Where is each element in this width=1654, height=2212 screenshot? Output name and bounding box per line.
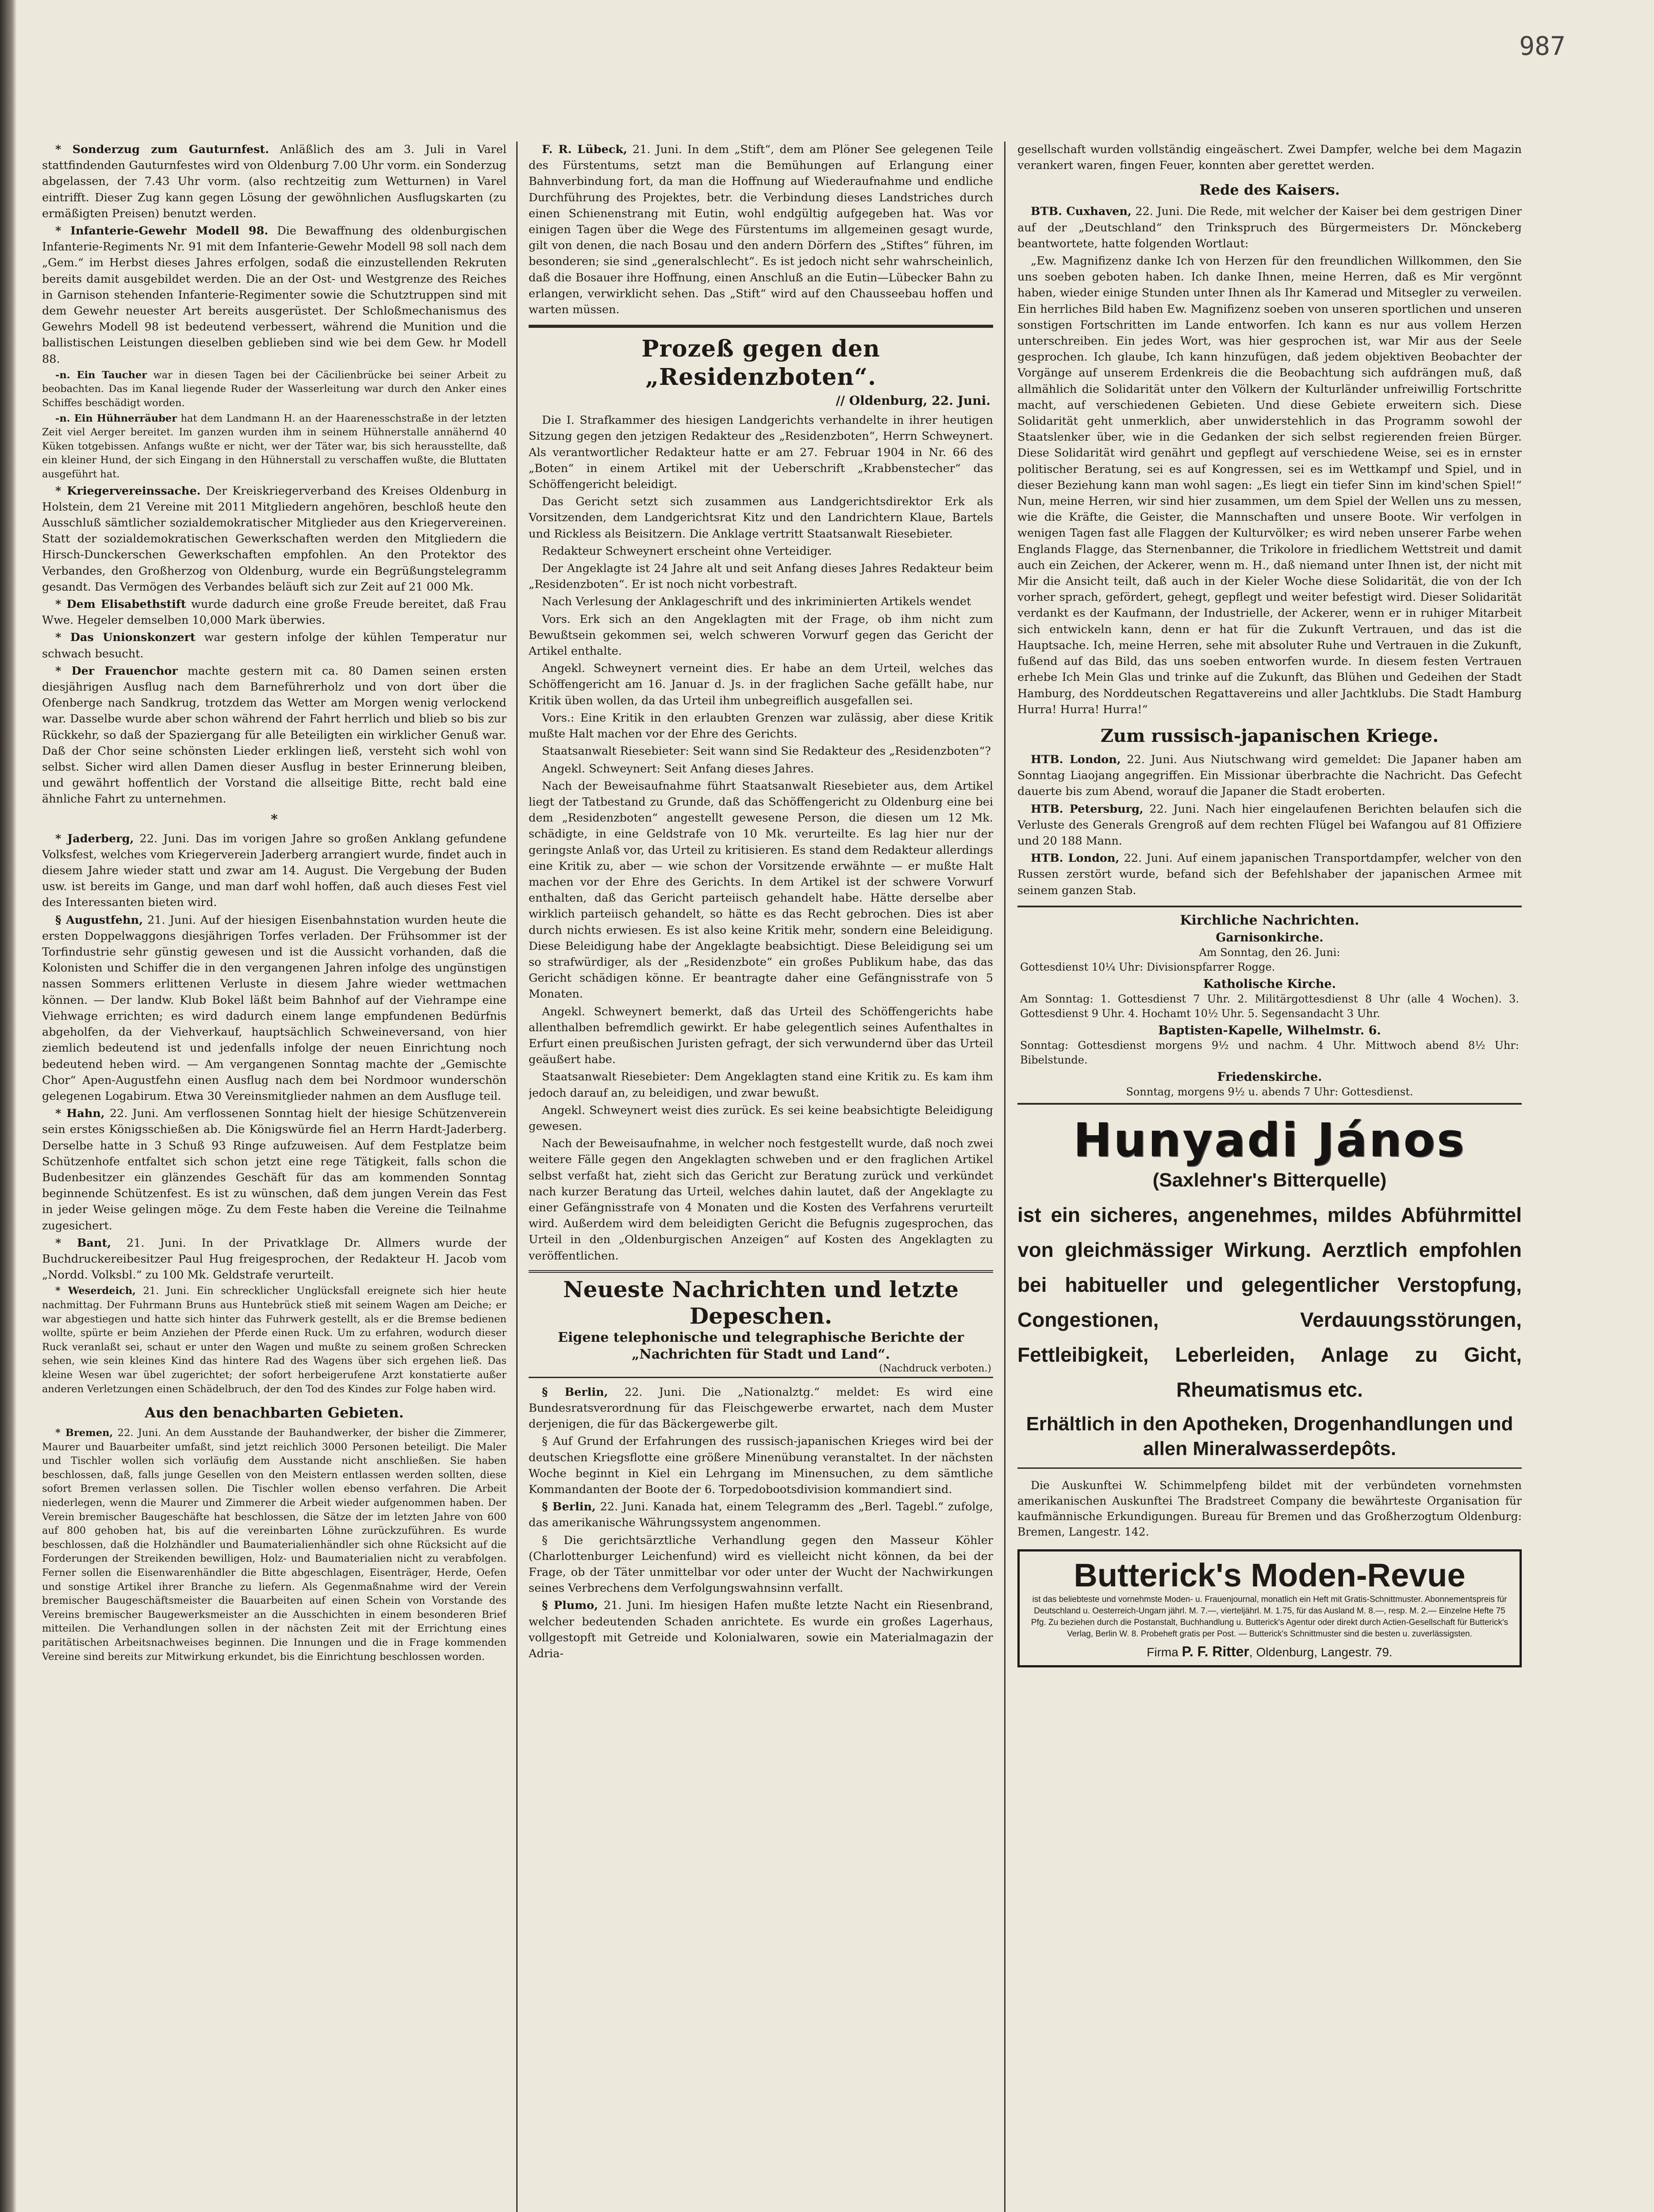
article <box>42 369 507 411</box>
hunyadi-body: ist ein sicheres, angenehmes, mildes Abführmittel von gleichmässiger Wirkung. Aerztlich empfohlen bei habitueller und gelegentlicher Verstopfung, Congestionen, Verdauungsstörungen, Fettleibigkeit, Leberleiden, Anlage zu Gicht, Rheumatismus etc. <box>1017 1203 1522 1401</box>
column-1 <box>42 142 507 2212</box>
article-body: 21. Juni. In der Privatklage Dr. Allmers wurde der Buchdruckereibesitzer Paul Hug freigesprochen, der Redakteur H. Jacob vom „Nordd. Volksbl.“ zu 100 Mk. Geldstrafe verurteilt. <box>42 1236 507 1282</box>
article-body: 21. Juni. Ein schrecklicher Unglücksfall ereignete sich hier heute nachmittag. Der Fuhrmann Bruns aus Huntebrück stieß mit seinem Wagen am Deiche; er war abgestiegen und hatte sich hinter das Fuhrwerk gestellt, als er die Bremse bedienen wollte, spürte er beim Anziehen der Pferde einen Ruck. Um zu erfahren, wodurch dieser Ruck veranlaßt sei, schaut er unter den Wagen und mußte zu seinem großen Schrecken sehen, wie sein kleines Kind das hintere Rad des Wagens über sich ergehen ließ. Das kleine Wesen war übel zugerichtet; der sofort herbeigerufene Arzt konstatierte außer anderen Verletzungen einen Schädelbruch, der den Tod des Kindes zur Folge haben wird. <box>42 1285 507 1395</box>
article-body: hat dem Landmann H. an der Haarenesschstraße in der letzten Zeit viel Aerger bereitet. Im ganzen wurden ihm in seinem Hühnerstalle annähernd 40 Küken totgebissen. Anfangs wußte er nicht, wer der Täter war, bis sich herausstellte, daß ein kleiner Hund, der sich Eingang in den Hühnerstall zu verschaffen wußte, die Bluttaten ausgeführt hat. <box>42 412 507 480</box>
page-number: 987 <box>1519 31 1566 61</box>
separator-asterisk: * <box>271 811 278 827</box>
article <box>529 1136 993 1264</box>
article-body: Nach der Beweisaufnahme, in welcher noch festgestellt wurde, daß noch zwei weitere Fälle gegen den Angeklagten schweben und er den fraglichen Artikel selbst verfaßt hat, zieht sich das Gericht zur Beratung zurück und verkündet nach kurzer Beratung das Urteil, welches dahin lautet, daß der Angeklagte zu einer Gefängnisstrafe von 4 Monaten und die Kosten des Verfahrens verurteilt wird. Außerdem wird dem beleidigten Gericht die Befugnis zugesprochen, das Urteil in den „Oldenburgischen Anzeigen“ auf Kosten des Angeklagten zu veröffentlichen. <box>529 1137 993 1263</box>
article <box>529 1598 993 1662</box>
page-edge-shadow <box>0 0 17 2212</box>
article-heading: § Berlin, <box>542 1385 608 1399</box>
article-body: 22. Juni. Das im vorigen Jahre so großen Anklang gefundene Volksfest, welches vom Kriegerverein Jaderberg arrangiert wurde, findet auch in diesem Jahre wieder statt und zwar am 14. August. Die Vergebung der Buden usw. ist bereits im Gange, und man darf wohl hoffen, daß auch dieses Fest viel des Interessanten bieten wird. <box>42 832 507 910</box>
article-heading: * Kriegervereinssache. <box>55 484 201 498</box>
article-body: Angekl. Schweynert bemerkt, daß das Urteil des Schöffengerichts habe allenthalben befremdlich gewirkt. Er habe gelegentlich seines Aufenthaltes in Erfurt einen preußischen Juristen gefragt, der sich verwundernd über das Urteil geäußert habe. <box>529 1005 993 1067</box>
article <box>529 611 993 660</box>
column-3 <box>1017 142 1522 2212</box>
article <box>529 778 993 1002</box>
column-rule-1 <box>516 142 518 2212</box>
article <box>529 561 993 592</box>
article <box>529 594 993 610</box>
butterick-advertisement <box>1017 1549 1522 1667</box>
article <box>42 1426 507 1664</box>
article-body: § Auf Grund der Erfahrungen des russisch-japanischen Krieges wird bei der deutschen Kriegsflotte eine größere Minenübung veranstaltet. In der nächsten Woche beginnt in Kiel ein Lehrgang im Minensuchen, zu dem sämtliche Kommandanten der Boote der 6. Torpedobootsdivision kommandiert sind. <box>529 1435 993 1497</box>
article-body: 22. Juni. Aus Niutschwang wird gemeldet: Die Japaner haben am Sonntag Liaojang angegriffen. Ein Missionar überbrachte die Nachricht. Das Gefecht dauerte bis zum Abend, worauf die Japaner die Stadt eroberten. <box>1017 753 1522 799</box>
section-heading: Rede des Kaisers. <box>1199 181 1340 199</box>
section-heading: Aus den benachbarten Gebieten. <box>145 1404 404 1421</box>
butterick-title: Butterick's Moden-Revue <box>1074 1556 1466 1594</box>
article-body: 21. Juni. Im hiesigen Hafen mußte letzte Nacht ein Riesenbrand, welcher bedeutenden Schaden anrichtete. Es wurde ein großes Lagerhaus, vollgestopft mit Getreide und Kolonialwaren, sowie ein Materialmagazin der Adria- <box>529 1599 993 1661</box>
article <box>42 1106 507 1234</box>
garrison-church-service: Gottesdienst 10¼ Uhr: Divisionspfarrer Rogge. <box>1020 960 1275 973</box>
article <box>529 412 993 492</box>
article-heading: HTB. London, <box>1031 852 1120 865</box>
article-heading: * Bant, <box>55 1236 111 1250</box>
peace-church-title: Friedenskirche. <box>1217 1070 1322 1084</box>
article-heading: HTB. Petersburg, <box>1031 802 1144 816</box>
article-body: Nach Verlesung der Anklageschrift und des inkriminierten Artikels wendet <box>542 595 971 609</box>
article-body: Nach der Beweisaufnahme führt Staatsanwalt Riesebieter aus, dem Artikel liegt der Tatbestand zu Grunde, daß das Schöffengericht zu Oldenburg eine bei dem „Residenzboten“ angestellt gewesene Person, die diesen um 12 Mk. schädigte, in eine Geldstrafe von 10 Mk. verurteilte. Es lag hier nur der geringste Anlaß vor, das Urteil zu kritisieren. Es stand dem Redakteur allerdings eine Kritik zu, aber — wie schon der Vorsitzende erwähnte — er mußte Halt machen vor der Ehre des Gerichts. In dem Artikel ist der schwere Vorwurf enthalten, daß das Gericht parteiisch gehandelt habe. Hätte derselbe aber wirklich parteiisch gehandelt, so hätte es das Recht gebrochen. Dies ist aber durch nichts erwiesen. Es ist also keine Kritik mehr, sondern eine Beleidigung. Diese Beleidigung habe der Angeklagte beabsichtigt. Diese Beleidigung sei um so strafwürdiger, als der „Residenzbote“ ein großes Publikum habe, das das Gericht schädigen könne. Er beantragte daher eine Gefängnisstrafe von 5 Monaten. <box>529 779 993 1001</box>
butterick-body: ist das beliebteste und vornehmste Moden- u. Frauenjournal, monatlich ein Heft mit Gratis-Schnittmuster. Abonnementspreis für Deutschland u. Oesterreich-Ungarn jährl. M. 7.—, vierteljährl. M. 1.75, für das Ausland M. 8.—, resp. M. 2.— Einzelne Hefte 75 Pfg. Zu beziehen durch die Postanstalt, Buchhandlung u. Butterick's Agentur oder direkt durch Actien-Gesellschaft für Butterick's Verlag, Berlin W. 8. Probeheft gratis per Post. — Butterick's Schnittmuster sind die besten u. zuverlässigsten. <box>1031 1594 1508 1639</box>
article-body: 21. Juni. In dem „Stift“, dem am Plöner See gelegenen Teile des Fürstentums, setzt man die Bemühungen auf Erlangung einer Bahnverbindung fort, da man die Hoffnung auf Wiederaufnahme und endliche Durchführung des Projektes, betr. die Verbindung dieses Landstriches durch einen Schienenstrang mit Eutin, wohl endgültig aufgegeben hat. Was vor einigen Tagen über die Wege des Fürstentums im allgemeinen gesagt wurde, gilt von denen, die nach Bosau und den andern Dörfern des „Stiftes“ führen, im besonderen; sie sind „generalschlecht“. Es ist jedoch nicht sehr wahrscheinlich, daß die Bosauer ihre Hoffnung, einen Anschluß an die Eutin—Lübecker Bahn zu erlangen, verwirklicht sehen. Das „Stift“ wird auf den Chausseebau hoffen und warten müssen. <box>529 143 993 317</box>
article <box>529 1102 993 1134</box>
hunyadi-availability: Erhältlich in den Apotheken, Drogenhandlungen und allen Mineralwasserdepôts. <box>1026 1413 1513 1459</box>
article <box>42 663 507 807</box>
garrison-church-title: Garnisonkirche. <box>1216 930 1324 945</box>
article-body: war gestern infolge der kühlen Temperatur nur schwach besucht. <box>42 631 507 661</box>
article <box>42 1235 507 1283</box>
article-body: Angekl. Schweynert: Seit Anfang dieses Jahres. <box>542 762 814 776</box>
catholic-church-services: Am Sonntag: 1. Gottesdienst 7 Uhr. 2. Militärgottesdienst 8 Uhr (alle 4 Wochen). 3. Gottesdienst 9 Uhr. 4. Hochamt 10½ Uhr. 5. Segensandacht 3 Uhr. <box>1020 992 1519 1020</box>
article-body: § Die gerichtsärztliche Verhandlung gegen den Masseur Köhler (Charlottenburger Leichenfund) wird es vielleicht nicht können, da bei der Frage, ob der Täter unmittelbar vor oder unter der Wucht der Nachwirkungen seines Verbrechens dem Verfolgungswahnsinn verfallt. <box>529 1533 993 1595</box>
church-news-title: Kirchliche Nachrichten. <box>1180 912 1359 928</box>
article <box>529 1433 993 1498</box>
article <box>42 831 507 911</box>
article-body: 22. Juni. Auf einem japanischen Transportdampfer, welcher von den Russen zerstört wurde, befand sich der Befehlshaber der japanischen Armee mit seinem ganzen Stab. <box>1017 852 1522 897</box>
article-body: gesellschaft wurden vollständig eingeäschert. Zwei Dampfer, welche bei dem Magazin verankert waren, fingen Feuer, konnten aber gerettet werden. <box>1017 143 1522 173</box>
article <box>529 761 993 777</box>
article <box>42 596 507 628</box>
article-heading: -n. Ein Taucher <box>55 369 147 381</box>
butterick-firm <box>1027 1644 1512 1660</box>
reprint-notice: (Nachdruck verboten.) <box>879 1363 991 1374</box>
article-body: 22. Juni. Die Rede, mit welcher der Kaiser bei dem gestrigen Diner auf der „Deutschland“ den Trinkspruch des Bürgermeisters Dr. Mönckeberg beantwortete, hatte folgenden Wortlaut: <box>1017 205 1522 250</box>
article <box>42 1284 507 1396</box>
article <box>1017 850 1522 899</box>
article <box>1017 801 1522 849</box>
garrison-church-date: Am Sonntag, den 26. Juni: <box>1199 946 1340 959</box>
article-body: 21. Juni. Auf der hiesigen Eisenbahnstation wurden heute die ersten Doppelwaggons diesjährigen Torfes verladen. Der Frühsommer ist der Torfindustrie sehr günstig gewesen und ist die Aussicht vorhanden, daß die Kolonisten und Schiffer die in den vergangenen Jahren infolge des ungünstigen nassen Sommers erlittenen Verluste in diesem Jahre wieder wettmachen können. — Der landw. Klub Bokel läßt beim Bahnhof auf der Viehrampe eine Viehwage errichten; es wird dadurch einem lange empfundenen Bedürfnis abgeholfen, da der Viehverkauf, hauptsächlich Schweineversand, von hier ziemlich bedeutend ist und jedenfalls infolge der neuen Einrichtung noch bedeutend heben wird. — Am vergangenen Sonntag machte der „Gemischte Chor“ Apen-Augustfehn einen Ausflug nach dem bei Nordmoor wunderschön gelegenen Logabirum. Etwa 30 Vereinsmitglieder nahmen an dem Ausfluge teil. <box>42 913 507 1103</box>
article-heading: * Infanterie-Gewehr Modell 98. <box>55 224 269 238</box>
latest-news-subtitle: Eigene telephonische und telegraphische Berichte der „Nachrichten für Stadt und Land“. <box>558 1329 964 1362</box>
article-body: Redakteur Schweynert erscheint ohne Verteidiger. <box>542 544 832 558</box>
column-rule-2 <box>1004 142 1005 2212</box>
article-heading: * Weserdeich, <box>55 1285 136 1297</box>
article <box>1017 204 1522 252</box>
article <box>529 1069 993 1101</box>
article <box>529 710 993 742</box>
article-body: Die Bewaffnung des oldenburgischen Infanterie-Regiments Nr. 91 mit dem Infanterie-Gewehr Modell 98 soll nach dem „Gem.“ im Herbst dieses Jahres erfolgen, sodaß die einzustellenden Rekruten bereits damit ausgebildet werden. Die an der Ost- und Westgrenze des Reiches in Garnison stehenden Infanterie-Regimenter sowie die Schutztruppen sind mit dem Gewehr neuester Art bereits ausgerüstet. Der Schloßmechanismus des Gewehrs Modell 98 ist bedeutend verbessert, während die Munition und die ballistischen Leistungen dieselben geblieben sind wie bei dem Gew. hr Modell 88. <box>42 224 507 366</box>
article-body: Der Kreiskriegerverband des Kreises Oldenburg in Holstein, dem 21 Vereine mit 2011 Mitgliedern angehören, beschloß heute den Ausschluß sämtlicher sozialdemokratischer Mitglieder aus den Kriegervereinen. Statt der sozialdemokratischen Gewerkschaften werden den Mitgliedern die Hirsch-Dunckerschen Gewerkschaften empfohlen. An den Protektor des Verbandes, den Großherzog von Oldenburg, wurde ein Begrüßungstelegramm gesandt. Das Vermögen des Verbandes beläuft sich zur Zeit auf 21 000 Mk. <box>42 484 507 594</box>
article-body: Vors. Erk sich an den Angeklagten mit der Frage, ob ihm nicht zum Bewußtsein gekommen sei, welch schweren Vorwurf gegen das Gericht der Artikel enthalte. <box>529 612 993 658</box>
article <box>1017 142 1522 173</box>
article-heading: * Dem Elisabethstift <box>55 598 186 611</box>
article <box>529 743 993 759</box>
article-body: 22. Juni. Kanada hat, einem Telegramm des „Berl. Tagebl.“ zufolge, das amerikanische Währungssystem angenommen. <box>529 1500 993 1530</box>
article-heading: F. R. Lübeck, <box>542 143 627 156</box>
schimmelpfeng-notice: Die Auskunftei W. Schimmelpfeng bildet mit der verbündeten vornehmsten amerikanischen Auskunftei The Bradstreet Company die bewährteste Organisation für kaufmännische Erkundigungen. Bureau für Bremen und das Großherzogtum Oldenburg: Bremen, Langestr. 142. <box>1017 1479 1522 1538</box>
article-heading: HTB. London, <box>1031 753 1121 766</box>
article <box>42 483 507 595</box>
butterick-firm-address: , Oldenburg, Langestr. 79. <box>1249 1645 1393 1659</box>
article-body: Das Gericht setzt sich zusammen aus Landgerichtsdirektor Erk als Vorsitzenden, dem Landgerichtsrat Kitz und den Landrichtern Klaue, Bartels und Rickless als Beisitzern. Die Anklage vertritt Staatsanwalt Riesebieter. <box>529 495 993 541</box>
article-heading: BTB. Cuxhaven, <box>1031 205 1132 219</box>
trial-headline: Prozeß gegen den „Residenzboten“. <box>641 335 880 391</box>
divider <box>529 325 993 328</box>
article-body: Angekl. Schweynert weist dies zurück. Es sei keine beabsichtigte Beleidigung gewesen. <box>529 1103 993 1133</box>
article-body: 22. Juni. Am verflossenen Sonntag hielt der hiesige Schützenverein sein erstes Königsschießen ab. Die Königswürde fiel an Herrn Hardt-Jaderberg. Derselbe hatte in 3 Schuß 93 Ringe aufzuweisen. Auf dem Festplatze beim Schützenhofe entfaltet sich schon jetzt eine rege Tätigkeit, falls schon die Budenbesitzer ein glänzendes Geschäft für das am kommenden Sonntag beginnende Schützenfest. Es ist zu wünschen, daß dem jungen Verein das Fest in jeder Weise gelingen möge. Zu dem Feste haben die Vereine die Teilnahme zugesichert. <box>42 1107 507 1233</box>
article-body: Die I. Strafkammer des hiesigen Landgerichts verhandelte in ihrer heutigen Sitzung gegen den jetzigen Redakteur des „Residenzboten“, Herrn Schweynert. Als verantwortlicher Redakteur hatte er am 27. Februar 1904 in Nr. 66 des „Boten“ in einem Artikel mit der Ueberschrift „Krabbenstecher“ das Schöffengericht beleidigt. <box>529 414 993 492</box>
baptist-chapel-title: Baptisten-Kapelle, Wilhelmstr. 6. <box>1158 1023 1381 1037</box>
article <box>42 912 507 1104</box>
article <box>42 630 507 661</box>
article-body: Anläßlich des am 3. Juli in Varel stattfindenden Gauturnfestes wird von Oldenburg 7.00 Uhr vorm. ein Sonderzug abgelassen, der 7.43 Uhr vorm. (also rechtzeitig zum Wetturnen) in Varel eintrifft. Dieser Zug kann gegen Lösung der gewöhnlichen Ausflugskarten (zu ermäßigten Preisen) benutzt werden. <box>42 143 507 220</box>
column-2 <box>529 142 993 2212</box>
article <box>42 223 507 367</box>
article <box>529 543 993 559</box>
latest-news-title: Neueste Nachrichten und letzte Depeschen. <box>563 1276 959 1329</box>
article <box>1017 752 1522 800</box>
article-body: 22. Juni. Die „Nationalztg.“ meldet: Es wird eine Bundesratsverordnung für das Fleischgewerbe erwartet, nach dem Muster derjenigen, die für das Bäckergewerbe gilt. <box>529 1385 993 1431</box>
article-heading: * Das Unionskonzert <box>55 631 196 645</box>
article-heading: § Augustfehn, <box>55 913 143 927</box>
column-3-articles <box>1017 142 1522 899</box>
article-heading: * Bremen, <box>55 1427 113 1439</box>
article <box>529 494 993 542</box>
article <box>1017 253 1522 718</box>
article <box>529 142 993 318</box>
article-body: machte gestern mit ca. 80 Damen seinen ersten diesjährigen Ausflug nach dem Barneführerholz und von dort über die Ofenberge nach Sandkrug, trotzdem das Wetter am Morgen wenig verlockend war. Dasselbe wurde aber schon während der Fahrt herrlich und blieb so bis zur Rückkehr, so daß der Spaziergang für alle Beteiligten ein wirklicher Genuß war. Daß der Chor seine schönsten Lieder erklingen ließ, versteht sich wohl von selbst. Sicher wird allen Damen dieser Ausflug in bester Erinnerung bleiben, und gewährt hoffentlich der Vorstand die allseitige Bitte, recht bald eine ähnliche Fahrt zu unternehmen. <box>42 664 507 806</box>
article-body: „Ew. Magnifizenz danke Ich von Herzen für den freundlichen Willkommen, den Sie uns soeben geboten haben. Ich danke Ihnen, meine Herren, daß es Mir vergönnt haben, wieder einige Stunden unter Ihnen als Ihr Kamerad und Mitsegler zu verweilen. Ein herrliches Bild haben Ew. Magnifizenz soeben von unseren sportlichen und unseren sonstigen Fortschritten im Lande entworfen. Ich kann es nur aus vollem Herzen unterschreiben. Ein jedes Wort, was hier gesprochen ist, war Mir aus der Seele gesprochen. Ich glaube, Ich kann hinzufügen, daß jedem objektiven Beobachter der Vorgänge auf unserem Erdenkreis die die Beobachtung sich aufdrängen muß, daß allmählich die Solidarität unter den Völkern der Kulturländer unfreiwillig Fortschritte macht, auf verschiedenen Gebieten. Und diese Gebiete erweitern sich. Diese Solidarität geht unmerklich, aber unwiderstehlich in das Programm sowohl der Staatslenker über, wie in die Gedanken der sich selbst regierenden freien Bürger. Diese Solidarität wird genährt und gepflegt auf verschiedene Weise, sei es in ernster politischer Beratung, sei es auf Kongressen, sei es im Wettkampf und Spiel, und in dieser Beziehung kann man wohl sagen: „Es liegt ein tiefer Sinn im kind'schen Spiel!“ Nun, meine Herren, wir sind hier zusammen, um dem Spiel der Wellen uns zu messen, wie die Kräfte, die Geister, die Mannschaften und unsere Boote. Wir verfolgen in wenigen Tagen fast alle Flaggen der Kulturvölker; es wird neben unserer Farbe wehen Englands Flagge, das Sternenbanner, die Trikolore in friedlichem Wettstreit und damit auch ein Zeichen, der Ackerer, wenn m. H., daß niemand unter Ihnen ist, der nicht mit Mir die Ansicht teilt, daß auch in der Kieler Woche diese Solidarität, die von der Ich vorher sprach, gefördert, gehegt, gepflegt und weiter befestigt wird. Dieser Solidarität verdankt es der Kaufmann, der Industrielle, der Ackerer, wenn er in ruhiger Mitarbeit sich entwickeln kann, denn er hat für die Zukunft Vertrauen, und das ist die Hauptsache. Ich, meine Herren, sehe mit absoluter Ruhe und Vertrauen in die Zukunft, fußend auf das Bild, das uns soeben entworfen wurde. In diesem festen Vertrauen erhebe Ich Mein Glas und trinke auf die Zukunft, das Blühen und Gedeihen der Stadt Hamburg, des Norddeutschen Regattavereins und aller Jachtklubs. Die Stadt Hamburg Hurra! Hurra! Hurra!“ <box>1017 254 1522 716</box>
butterick-firm-name: P. F. Ritter <box>1182 1643 1249 1659</box>
dateline: // Oldenburg, 22. Juni. <box>836 393 990 408</box>
article-heading: -n. Ein Hühnerräuber <box>55 412 177 424</box>
article-heading: § Berlin, <box>542 1500 596 1514</box>
article <box>529 1384 993 1432</box>
article <box>42 412 507 482</box>
article-body: Staatsanwalt Riesebieter: Seit wann sind Sie Redakteur des „Residenzboten“? <box>542 745 991 758</box>
baptist-chapel-services: Sonntag: Gottesdienst morgens 9½ und nachm. 4 Uhr. Mittwoch abend 8½ Uhr: Bibelstunde. <box>1020 1039 1519 1066</box>
catholic-church-title: Katholische Kirche. <box>1203 977 1336 991</box>
article <box>529 1004 993 1068</box>
article-heading: * Der Frauenchor <box>55 664 178 678</box>
divider <box>1017 1467 1522 1469</box>
war-news-heading: Zum russisch-japanischen Kriege. <box>1100 725 1439 746</box>
article-body: Der Angeklagte ist 24 Jahre alt und seit Anfang dieses Jahres Redakteur beim „Residenzboten“. Er ist noch nicht vorbestraft. <box>529 562 993 591</box>
latest-news-header <box>529 1270 993 1378</box>
article <box>529 1532 993 1597</box>
article <box>529 661 993 709</box>
peace-church-services: Sonntag, morgens 9½ u. abends 7 Uhr: Gottesdienst. <box>1126 1085 1413 1098</box>
article-heading: * Hahn, <box>55 1107 105 1121</box>
article-body: Angekl. Schweynert verneint dies. Er habe an dem Urteil, welches das Schöffengericht am 16. Januar d. Js. in der fraglichen Sache gefällt habe, nur Kritik üben wollen, da das Urteil ihm unbegreiflich ausgefallen sei. <box>529 662 993 707</box>
article <box>529 1499 993 1531</box>
article-heading: § Plumo, <box>542 1599 599 1613</box>
article-body: war in diesen Tagen bei der Cäcilienbrücke bei seiner Arbeit zu beobachten. Das im Kanal liegende Ruder der Wasserleitung war durch den Anker eines Schiffes beschädigt worden. <box>42 369 507 409</box>
article-body: wurde dadurch eine große Freude bereitet, daß Frau Wwe. Hegeler demselben 10,000 Mark überwies. <box>42 598 507 627</box>
article-body: Vors.: Eine Kritik in den erlaubten Grenzen war zulässig, aber diese Kritik mußte Halt machen vor der Ehre des Gerichts. <box>529 711 993 741</box>
article-heading: * Jaderberg, <box>55 832 134 845</box>
butterick-firm-prefix: Firma <box>1147 1645 1182 1659</box>
article-body: Staatsanwalt Riesebieter: Dem Angeklagten stand eine Kritik zu. Es kam ihm jedoch darauf an, zu beleidigen, und zwar bewußt. <box>529 1070 993 1100</box>
hunyadi-subtitle: (Saxlehner's Bitterquelle) <box>1152 1169 1387 1191</box>
church-news-box <box>1017 906 1522 1105</box>
hunyadi-brand: Hunyadi János <box>1073 1113 1466 1167</box>
article-body: 22. Juni. Nach hier eingelaufenen Berichten belaufen sich die Verluste des Generals Grengroß auf dem rechten Flügel bei Wafangou auf 81 Offiziere und 20 188 Mann. <box>1017 802 1522 848</box>
article-body: 22. Juni. An dem Ausstande der Bauhandwerker, der bisher die Zimmerer, Maurer und Bauarbeiter umfaßt, sind jetzt reichlich 3000 Personen beteiligt. Die Maler und Tischler wollen sich vorläufig dem Ausstande nicht anschließen. Sie haben beschlossen, daß, falls junge Gesellen von den Meistern entlassen werden sollten, diese sofort Bremen verlassen sollen. Die Tischler wollen ebenso verfahren. Die Arbeit niederlegen, wenn die Maurer und Zimmerer die Arbeit wieder aufgenommen haben. Der Verein bremischer Baugeschäfte hat beschlossen, die Sätze der im letzten Jahre von 600 auf 800 gehoben hat, bis auf die vereinbarten Löhne zurückzuführen. Es wurde beschlossen, daß die Holzhändler und Baumaterialienhändler sich ohne Rücksicht auf die Forderungen der Streikenden bewilligen, Holz- und Baumaterialien nicht zu verabfolgen. Ferner sollen die Eisenwarenhändler die Bitte abgeschlagen, Eisenträger, Herde, Oefen und sonstige Artikel ihrer Branche zu liefern. Als Gegenmaßnahme wird der Verein bremischer Baugeschäftsmeister die Bauarbeiten auf einen Schein von Vorstande des Vereins bremischer Baugewerksmeister an die Ausschichten in einem besonderen Brief mitteilen. Die Verhandlungen sollen in der nächsten Zeit mit der Errichtung eines paritätischen Arbeitsnachweises beginnen. Die Innungen und die in Frage kommenden Vereine sind bereits zur Mitwirkung erkundet, bis die Einrichtung beschlossen worden. <box>42 1427 507 1663</box>
article-heading: * Sonderzug zum Gauturnfest. <box>55 143 269 156</box>
hunyadi-janos-advertisement <box>1017 1114 1522 1461</box>
article <box>42 142 507 222</box>
